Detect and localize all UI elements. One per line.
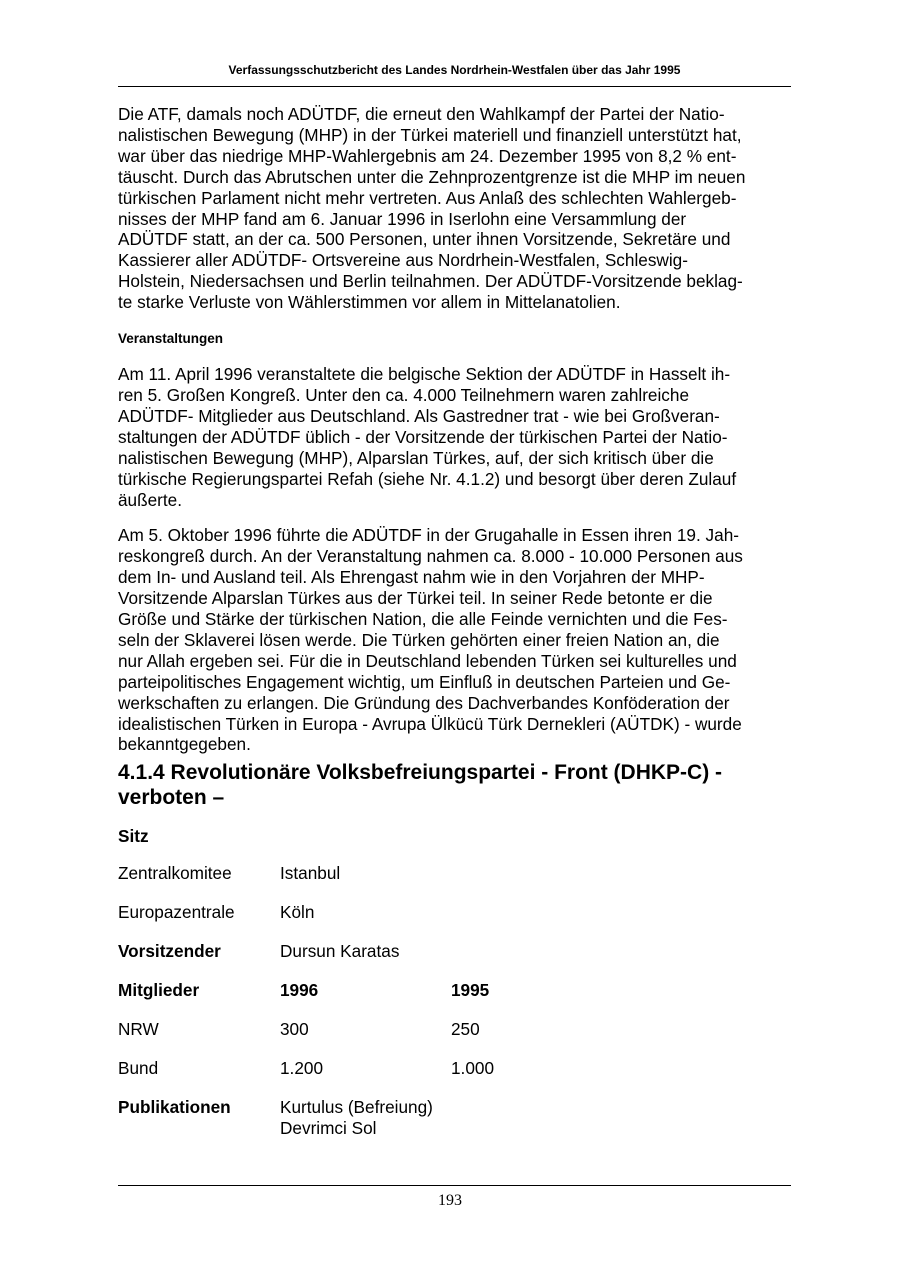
text-line: täuscht. Durch das Abrutschen unter die Zehnprozentgrenze ist die MHP im neuen (118, 166, 746, 187)
fact-label: Zentralkomitee (118, 863, 232, 884)
fact-row-zentralkomitee (118, 863, 790, 883)
fact-value: Köln (280, 902, 315, 923)
subheading-veranstaltungen: Veranstaltungen (118, 331, 224, 347)
sitz-label: Sitz (118, 826, 149, 847)
text-line: ADÜTDF- Mitglieder aus Deutschland. Als Gastredner trat - wie bei Großveran- (118, 405, 720, 426)
fact-label: Bund (118, 1058, 159, 1079)
text-line: reskongreß durch. An der Veranstaltung nahmen ca. 8.000 - 10.000 Personen aus (118, 546, 743, 567)
text-line: türkische Regierungspartei Refah (siehe Nr. 4.1.2) und besorgt über deren Zulauf (118, 468, 737, 489)
text-line: Die ATF, damals noch ADÜTDF, die erneut den Wahlkampf der Partei der Natio- (118, 104, 725, 124)
fact-value-1995: 1.000 (451, 1058, 495, 1079)
fact-row-europazentrale (118, 902, 790, 922)
text-line: ADÜTDF statt, an der ca. 500 Personen, unter ihnen Vorsitzende, Sekretäre und (118, 229, 731, 250)
running-header: Verfassungsschutzbericht des Landes Nordrhein-Westfalen über das Jahr 1995 (228, 63, 681, 77)
text-line: staltungen der ADÜTDF üblich - der Vorsitzende der türkischen Partei der Natio- (118, 426, 728, 447)
year-column-1996: 1996 (280, 980, 319, 1001)
fact-value: Dursun Karatas (280, 941, 400, 962)
fact-label: Publikationen (118, 1097, 231, 1118)
fact-value: Istanbul (280, 863, 341, 884)
text-line: Vorsitzende Alparslan Türkes aus der Türkei teil. In seiner Rede betonte er die (118, 588, 713, 609)
fact-row-nrw (118, 1019, 790, 1039)
fact-label: Europazentrale (118, 902, 235, 923)
fact-row-mitglieder-header (118, 980, 790, 1000)
fact-label: NRW (118, 1019, 159, 1040)
fact-value-1996: 1.200 (280, 1058, 324, 1079)
year-column-1995: 1995 (451, 980, 490, 1001)
publication-item: Devrimci Sol (280, 1118, 377, 1139)
fact-value-1995: 250 (451, 1019, 480, 1040)
text-line: seln der Sklaverei lösen werde. Die Türken gehörten einer freien Nation an, die (118, 629, 720, 650)
text-line: ren 5. Großen Kongreß. Unter den ca. 4.000 Teilnehmern waren zahlreiche (118, 384, 690, 405)
fact-row-bund (118, 1058, 790, 1078)
fact-row-publikationen (118, 1097, 790, 1139)
text-line: nisses der MHP fand am 6. Januar 1996 in Iserlohn eine Versammlung der (118, 208, 687, 229)
page-content (118, 104, 790, 1139)
fact-row-vorsitzender (118, 941, 790, 961)
page-number: 193 (438, 1192, 462, 1209)
text-line: nur Allah ergeben sei. Für die in Deutschland lebenden Türken sei kulturelles und (118, 650, 737, 671)
text-line: parteipolitisches Engagement wichtig, um Einfluß in deutschen Parteien und Ge- (118, 671, 731, 692)
text-line: dem In- und Ausland teil. Als Ehrengast nahm wie in den Vorjahren der MHP- (118, 567, 705, 588)
section-title (118, 760, 790, 810)
text-line: war über das niedrige MHP-Wahlergebnis am 24. Dezember 1995 von 8,2 % ent- (118, 145, 737, 166)
text-line: nalistischen Bewegung (MHP) in der Türkei materiell und finanziell unterstützt hat, (118, 124, 742, 145)
header-rule (118, 86, 791, 87)
paragraph-grugahalle (118, 525, 790, 755)
publication-item: Kurtulus (Befreiung) (280, 1097, 433, 1118)
paragraph-wahlkampf (118, 104, 790, 313)
footer-rule (118, 1185, 791, 1186)
text-line: Kassierer aller ADÜTDF- Ortsvereine aus Nordrhein-Westfalen, Schleswig- (118, 250, 688, 271)
section-title-line-2: verboten – (118, 786, 225, 810)
text-line: nalistischen Bewegung (MHP), Alparslan Türkes, auf, der sich kritisch über die (118, 447, 714, 468)
text-line: äußerte. (118, 489, 183, 510)
text-line: Holstein, Niedersachsen und Berlin teilnahmen. Der ADÜTDF-Vorsitzende beklag- (118, 271, 743, 292)
text-line: Am 5. Oktober 1996 führte die ADÜTDF in der Grugahalle in Essen ihren 19. Jah- (118, 525, 739, 546)
text-line: Größe und Stärke der türkischen Nation, die alle Feinde vernichten und die Fes- (118, 609, 728, 630)
text-line: türkischen Parlament nicht mehr vertreten. Aus Anlaß des schlechten Wahlergeb- (118, 187, 737, 208)
paragraph-hasselt (118, 364, 790, 510)
text-line: idealistischen Türken in Europa - Avrupa Ülkücü Türk Dernekleri (AÜTDK) - wurde (118, 713, 742, 734)
fact-value-1996: 300 (280, 1019, 309, 1040)
text-line: bekanntgegeben. (118, 734, 251, 755)
text-line: te starke Verluste von Wählerstimmen vor allem in Mittelanatolien. (118, 292, 621, 313)
fact-label: Vorsitzender (118, 941, 221, 962)
text-line: werkschaften zu erlangen. Die Gründung des Dachverbandes Konföderation der (118, 692, 730, 713)
publication-list (280, 1097, 433, 1139)
fact-label: Mitglieder (118, 980, 200, 1001)
text-line: Am 11. April 1996 veranstaltete die belgische Sektion der ADÜTDF in Hasselt ih- (118, 364, 731, 385)
section-title-line-1: 4.1.4 Revolutionäre Volksbefreiungspartei - Front (DHKP-C) - (118, 761, 723, 785)
